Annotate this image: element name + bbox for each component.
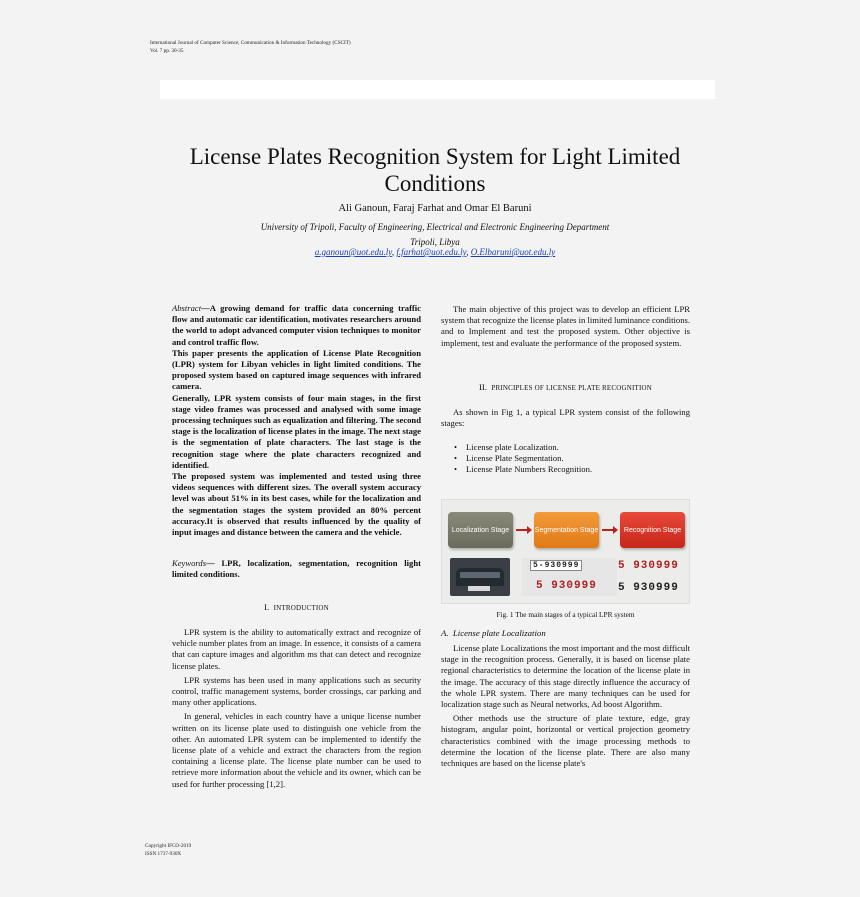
authors: Ali Ganoun, Faraj Farhat and Omar El Baruni (338, 203, 532, 214)
affiliation: University of Tripoli, Faculty of Engineering, Electrical and Electronic Engineering Department (260, 222, 610, 232)
abstract-text-1: —A growing demand for traffic data concerning traffic flow and automatic car identification, motivates researchers around the world to adopt advanced computer vision techniques to monitor and control traffic flow. (172, 303, 421, 347)
paper-title: License Plates Recognition System for Light Limited Conditions (189, 144, 681, 196)
plate-recognized: 5 930999 (618, 582, 679, 594)
section-heading-intro (172, 602, 421, 612)
plate-characters: 5 930999 (618, 560, 679, 572)
abstract-label: Abstract (172, 303, 202, 313)
abstract (172, 303, 421, 538)
issn: ISSN 1737-930X (145, 851, 182, 857)
intro-p1: LPR system is the ability to automatically extract and recognize of vehicle number plates from an image. In essence, it consists of a camera that can capture images and algorithm ms that can detect and recognize license plates. (172, 627, 421, 671)
plate-crop: 5-930999 (530, 560, 582, 571)
intro-body (172, 627, 421, 790)
email-link-3[interactable]: O.Elbaruni@uot.edu.ly (470, 247, 556, 257)
arrow-icon (516, 526, 532, 534)
list-item: • License Plate Numbers Recognition. (466, 464, 690, 475)
car-photo (450, 558, 510, 596)
section-title: PRINCIPLES OF LICENSE PLATE RECOGNITION (491, 384, 653, 392)
list-item: • License plate Localization. (466, 442, 690, 453)
section-numeral: I. (264, 602, 270, 612)
list-item: • License Plate Segmentation. (466, 453, 690, 464)
stage-box-recognition: Recognition Stage (620, 512, 685, 548)
journal-header (150, 39, 351, 55)
footer (145, 842, 191, 858)
abstract-p3: Generally, LPR system consists of four main stages, in the first stage video frames was processed and analysed with some image processing techniques such as equalization and filtering. The second stage is the localization of license plates in the image. The next stage is the segmentation of plate characters. The last stage is the recognition stage where the plate characters recognized and identified. (172, 392, 421, 470)
email-link-2[interactable]: f.farhat@uot.edu.ly (396, 247, 467, 257)
keywords-label: Keywords (172, 558, 207, 568)
email-link-1[interactable]: a.ganoun@uot.edu.ly (314, 247, 392, 257)
abstract-p1 (172, 303, 421, 348)
stages-list (441, 442, 690, 476)
copyright: Copyright IFCO-2019 (145, 843, 192, 849)
localization-body (441, 643, 690, 769)
abstract-p2: This paper presents the application of License Plate Recognition (LPR) system for Libyan vehicles in light limited conditions. The proposed system based on captured image sequences with infrared camera. (172, 347, 421, 392)
header-band (160, 80, 715, 99)
principles-intro (441, 407, 690, 429)
emails: a.ganoun@uot.edu.ly, f.farhat@uot.edu.ly, O.Elbaruni@uot.edu.ly (314, 247, 556, 257)
affiliation-block (140, 221, 730, 249)
principles-intro-text: As shown in Fig 1, a typical LPR system consist of the following stages: (441, 407, 690, 429)
figure-lpr-stages (441, 499, 690, 604)
section-heading-principles (441, 382, 690, 392)
subsection-title: License plate Localization (452, 628, 546, 638)
journal-volume: Vol. 7 pp. 30-35 (150, 48, 184, 54)
subsection-label: A. (441, 628, 449, 638)
section-title: INTRODUCTION (273, 604, 329, 612)
stage-box-segmentation: Segmentation Stage (534, 512, 599, 548)
objective (441, 304, 690, 349)
abstract-p4: The proposed system was implemented and tested using three videos sequences with different sizes. The overall system accuracy level was about 51% in its best cases, while for the localization and the segmentation stages the system provided an 80% percent accuracy.It is observed that results influenced by the quality of input images and distance between the camera and the vehicle. (172, 471, 421, 538)
location: Tripoli, Libya (410, 237, 460, 247)
keywords-text: — LPR, localization, segmentation, recognition light limited conditions. (172, 558, 421, 580)
subsection-heading-a (441, 628, 690, 639)
section-numeral: II. (478, 382, 487, 392)
stage-box-localization: Localization Stage (448, 512, 513, 548)
objective-text: The main objective of this project was to develop an efficient LPR system that recognize the license plates in limited luminance conditions. and to Implement and test the proposed system. Other objective is implement, test and evaluate the performance of the proposed system. (441, 304, 690, 348)
intro-p3: In general, vehicles in each country have a unique license number written on its license plate used to distinguish one vehicle from the other. An automated LPR system can be implemented to identify the license plate of a vehicle and extract the characters from the region containing a license plate. The license plate number can be used to retrieve more information about the vehicle and its owner, which can be used for further processing [1,2]. (172, 711, 421, 789)
localization-p2: Other methods use the structure of plate texture, edge, gray histogram, angular point, horizontal or vertical projection geometry characteristics combined with the image processing methods to determine the location of the license plate. There are also many techniques are based on the license plate's (441, 713, 690, 769)
arrow-icon (602, 526, 618, 534)
intro-p2: LPR systems has been used in many applications such as security control, traffic management systems, border crossings, car parking and many other applications. (172, 674, 421, 708)
figure-caption: Fig. 1 The main stages of a typical LPR system (496, 610, 635, 619)
plate-segmented: 5 930999 (536, 580, 597, 592)
localization-p1: License plate Localizations the most important and the most difficult stage in the recognition process. Generally, it is based on license plate regional characteristics to determine the location of the license plate in the image. The accuracy of this stage directly influence the accuracy of the whole LPR system. There are many techniques can be used for localization stage such as Neural networks, Ad boost Algorithm. (441, 643, 690, 710)
journal-name: International Journal of Computer Science, Communication & Information Technology (CSCIT) (150, 40, 351, 46)
keywords (172, 558, 421, 580)
